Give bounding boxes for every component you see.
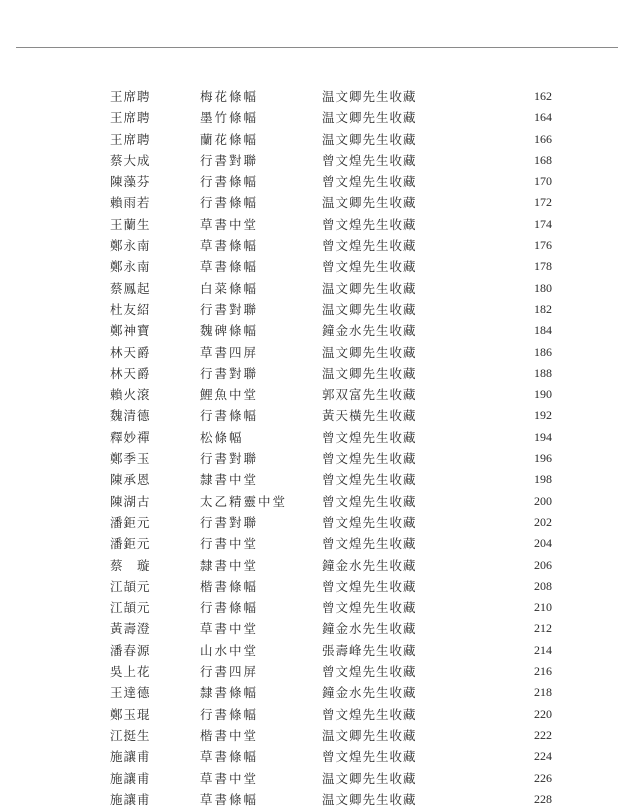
collection-credit: 鐘金水先生收藏 — [322, 557, 417, 573]
collection-credit: 温文卿先生收藏 — [322, 770, 417, 786]
collection-credit: 曾文煌先生收藏 — [322, 749, 417, 765]
work-title: 墨竹條幅 — [200, 110, 259, 126]
work-title: 行書對聯 — [200, 301, 259, 317]
page-number: 216 — [534, 664, 552, 679]
list-item — [0, 618, 624, 639]
artist-name: 施讓甫 — [110, 770, 151, 786]
page-number: 192 — [534, 408, 552, 423]
page-number: 220 — [534, 706, 552, 721]
page-number: 210 — [534, 600, 552, 615]
page-number: 206 — [534, 557, 552, 572]
list-item — [0, 107, 624, 128]
work-title: 行書對聯 — [200, 514, 259, 530]
list-item — [0, 171, 624, 192]
list-item — [0, 597, 624, 618]
collection-credit: 曾文煌先生收藏 — [322, 664, 417, 680]
page-number: 174 — [534, 216, 552, 231]
list-item — [0, 555, 624, 576]
work-title: 山水中堂 — [200, 642, 259, 658]
list-item — [0, 746, 624, 767]
list-item — [0, 448, 624, 469]
list-item — [0, 129, 624, 150]
page-number: 194 — [534, 429, 552, 444]
list-item — [0, 86, 624, 107]
list-item — [0, 512, 624, 533]
artist-name: 施讓甫 — [110, 791, 151, 807]
collection-credit: 鐘金水先生收藏 — [322, 685, 417, 701]
work-title: 松條幅 — [200, 429, 244, 445]
artist-name: 陳藻芬 — [110, 174, 151, 190]
work-title: 楷書中堂 — [200, 727, 259, 743]
page-number: 180 — [534, 280, 552, 295]
collection-credit: 曾文煌先生收藏 — [322, 259, 417, 275]
page-number: 170 — [534, 174, 552, 189]
list-item — [0, 214, 624, 235]
artist-name: 鄭玉琨 — [110, 706, 151, 722]
collection-credit: 曾文煌先生收藏 — [322, 451, 417, 467]
page-number: 198 — [534, 472, 552, 487]
page-number: 182 — [534, 301, 552, 316]
page-number: 204 — [534, 536, 552, 551]
collection-credit: 郭双富先生收藏 — [322, 387, 417, 403]
list-item — [0, 256, 624, 277]
page-number: 218 — [534, 685, 552, 700]
artist-name: 黃壽澄 — [110, 621, 151, 637]
list-item — [0, 682, 624, 703]
work-title: 梅花條幅 — [200, 89, 259, 104]
list-item — [0, 576, 624, 597]
artist-name: 鄭季玉 — [110, 451, 151, 467]
work-title: 草書中堂 — [200, 216, 259, 232]
collection-credit: 黃天橫先生收藏 — [322, 408, 417, 424]
artist-name: 鄭神寶 — [110, 323, 151, 339]
collection-credit: 温文卿先生收藏 — [322, 110, 417, 126]
list-item — [0, 533, 624, 554]
list-item — [0, 405, 624, 426]
work-title: 鯉魚中堂 — [200, 387, 259, 403]
list-item — [0, 342, 624, 363]
collection-credit: 曾文煌先生收藏 — [322, 238, 417, 254]
list-item — [0, 469, 624, 490]
collection-credit: 曾文煌先生收藏 — [322, 493, 417, 509]
work-title: 隸書中堂 — [200, 557, 259, 573]
page-number: 172 — [534, 195, 552, 210]
work-title: 行書條幅 — [200, 195, 259, 211]
list-item — [0, 384, 624, 405]
list-item — [0, 278, 624, 299]
collection-credit: 曾文煌先生收藏 — [322, 706, 417, 722]
artist-name: 王蘭生 — [110, 216, 151, 232]
work-title: 白菜條幅 — [200, 280, 259, 296]
artist-name: 吳上花 — [110, 664, 151, 680]
artist-name: 林天爵 — [110, 365, 151, 381]
work-title: 行書條幅 — [200, 174, 259, 190]
page-number: 188 — [534, 365, 552, 380]
collection-credit: 曾文煌先生收藏 — [322, 536, 417, 552]
page-number: 222 — [534, 727, 552, 742]
list-item — [0, 768, 624, 789]
collection-credit: 曾文煌先生收藏 — [322, 472, 417, 488]
list-item — [0, 789, 624, 810]
work-title: 草書條幅 — [200, 791, 259, 807]
work-title: 行書條幅 — [200, 600, 259, 616]
collection-credit: 温文卿先生收藏 — [322, 131, 417, 147]
work-title: 行書對聯 — [200, 451, 259, 467]
collection-credit: 曾文煌先生收藏 — [322, 429, 417, 445]
list-item — [0, 427, 624, 448]
work-title: 行書條幅 — [200, 706, 259, 722]
artist-name: 林天爵 — [110, 344, 151, 360]
list-item — [0, 704, 624, 725]
collection-credit: 張壽峰先生收藏 — [322, 642, 417, 658]
artist-name: 王席聘 — [110, 110, 151, 126]
collection-credit: 鐘金水先生收藏 — [322, 323, 417, 339]
artist-name: 潘鉅元 — [110, 536, 151, 552]
collection-credit: 曾文煌先生收藏 — [322, 600, 417, 616]
list-item — [0, 491, 624, 512]
work-title: 行書中堂 — [200, 536, 259, 552]
work-title: 行書對聯 — [200, 365, 259, 381]
artist-name: 陳承恩 — [110, 472, 151, 488]
page-number: 168 — [534, 152, 552, 167]
page-number: 214 — [534, 642, 552, 657]
artist-name: 釋妙禪 — [110, 429, 151, 445]
page-number: 178 — [534, 259, 552, 274]
list-item — [0, 363, 624, 384]
catalog-index-list — [0, 86, 624, 810]
page-number: 200 — [534, 493, 552, 508]
work-title: 行書對聯 — [200, 152, 259, 168]
work-title: 草書條幅 — [200, 749, 259, 765]
page-number: 228 — [534, 791, 552, 806]
work-title: 草書中堂 — [200, 770, 259, 786]
page-number: 190 — [534, 387, 552, 402]
collection-credit: 温文卿先生收藏 — [322, 791, 417, 807]
artist-name: 杜友紹 — [110, 301, 151, 317]
work-title: 魏碑條幅 — [200, 323, 259, 339]
artist-name: 蔡大成 — [110, 152, 151, 168]
collection-credit: 温文卿先生收藏 — [322, 301, 417, 317]
artist-name: 王席聘 — [110, 89, 151, 104]
list-item — [0, 150, 624, 171]
page-number: 164 — [534, 110, 552, 125]
artist-name: 鄭永南 — [110, 259, 151, 275]
work-title: 草書中堂 — [200, 621, 259, 637]
collection-credit: 温文卿先生收藏 — [322, 365, 417, 381]
artist-name: 施讓甫 — [110, 749, 151, 765]
artist-name: 王達德 — [110, 685, 151, 701]
artist-name: 潘鉅元 — [110, 514, 151, 530]
page-number: 212 — [534, 621, 552, 636]
artist-name: 江頡元 — [110, 600, 151, 616]
artist-name: 潘春源 — [110, 642, 151, 658]
collection-credit: 曾文煌先生收藏 — [322, 514, 417, 530]
page-number: 224 — [534, 749, 552, 764]
collection-credit: 鐘金水先生收藏 — [322, 621, 417, 637]
page-number: 208 — [534, 578, 552, 593]
collection-credit: 曾文煌先生收藏 — [322, 152, 417, 168]
collection-credit: 曾文煌先生收藏 — [322, 174, 417, 190]
work-title: 草書條幅 — [200, 259, 259, 275]
page-number: 186 — [534, 344, 552, 359]
artist-name: 賴雨若 — [110, 195, 151, 211]
collection-credit: 曾文煌先生收藏 — [322, 578, 417, 594]
page-number: 176 — [534, 238, 552, 253]
artist-name: 江挺生 — [110, 727, 151, 743]
artist-name: 鄭永南 — [110, 238, 151, 254]
work-title: 草書條幅 — [200, 238, 259, 254]
page-number: 184 — [534, 323, 552, 338]
work-title: 楷書條幅 — [200, 578, 259, 594]
work-title: 隸書條幅 — [200, 685, 259, 701]
work-title: 蘭花條幅 — [200, 131, 259, 147]
artist-name: 陳湖古 — [110, 493, 151, 509]
collection-credit: 温文卿先生收藏 — [322, 344, 417, 360]
collection-credit: 温文卿先生收藏 — [322, 280, 417, 296]
work-title: 隸書中堂 — [200, 472, 259, 488]
artist-name: 蔡鳳起 — [110, 280, 151, 296]
top-divider-line — [16, 47, 618, 48]
list-item — [0, 320, 624, 341]
artist-name: 魏清德 — [110, 408, 151, 424]
artist-name: 江頡元 — [110, 578, 151, 594]
collection-credit: 温文卿先生收藏 — [322, 195, 417, 211]
page-number: 196 — [534, 451, 552, 466]
page-number: 226 — [534, 770, 552, 785]
list-item — [0, 640, 624, 661]
work-title: 太乙精靈中堂 — [200, 493, 288, 509]
list-item — [0, 192, 624, 213]
list-item — [0, 725, 624, 746]
page-number: 202 — [534, 514, 552, 529]
work-title: 行書條幅 — [200, 408, 259, 424]
list-item — [0, 661, 624, 682]
page-number: 162 — [534, 89, 552, 103]
collection-credit: 温文卿先生收藏 — [322, 89, 417, 104]
list-item — [0, 235, 624, 256]
list-item — [0, 299, 624, 320]
artist-name: 賴火滾 — [110, 387, 151, 403]
work-title: 行書四屏 — [200, 664, 259, 680]
artist-name: 王席聘 — [110, 131, 151, 147]
page-number: 166 — [534, 131, 552, 146]
collection-credit: 温文卿先生收藏 — [322, 727, 417, 743]
collection-credit: 曾文煌先生收藏 — [322, 216, 417, 232]
work-title: 草書四屏 — [200, 344, 259, 360]
artist-name: 蔡 璇 — [110, 557, 151, 573]
